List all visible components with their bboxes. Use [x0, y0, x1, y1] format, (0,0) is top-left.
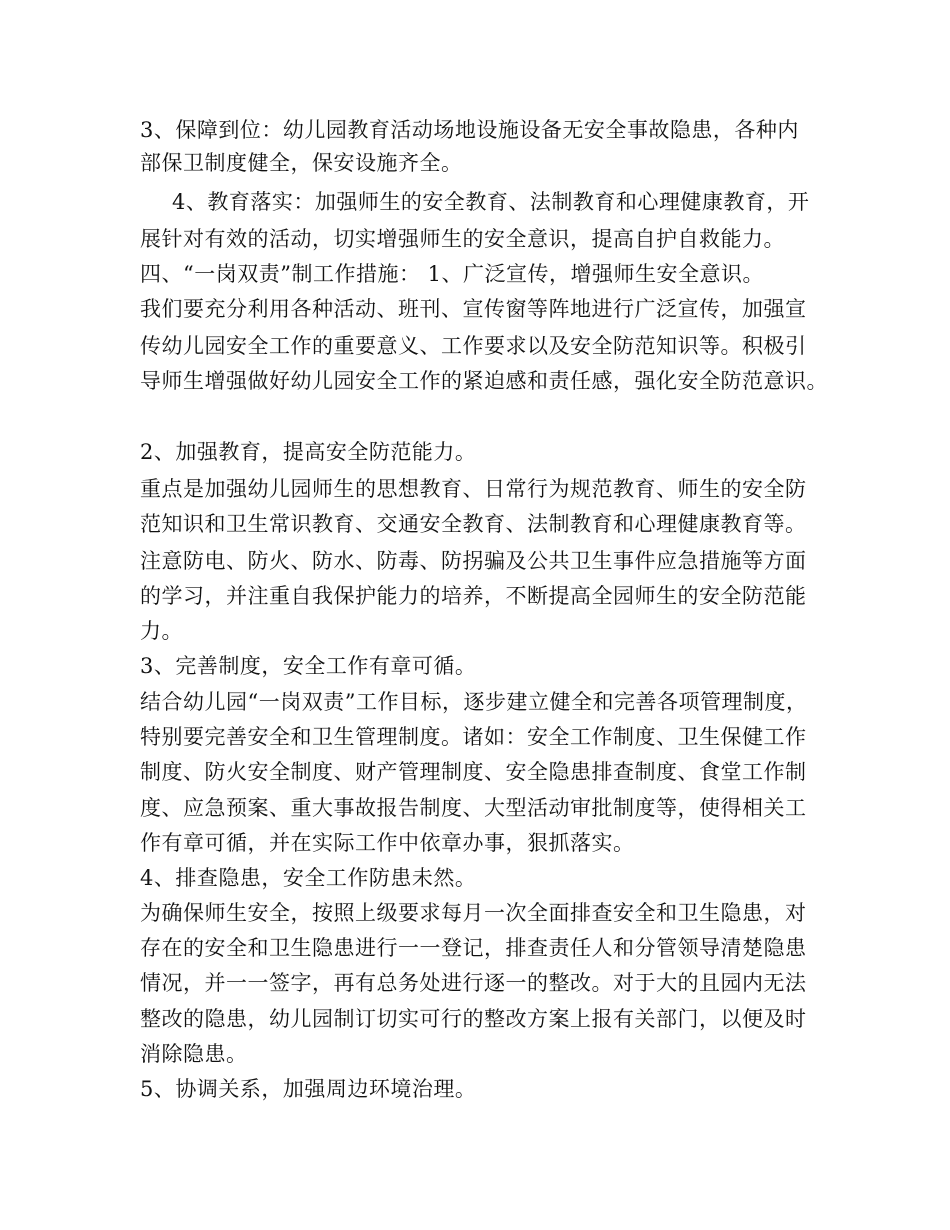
- text-line: 整改的隐患，幼儿园制订切实可行的整改方案上报有关部门，以便及时: [140, 1007, 807, 1031]
- text-line: 重点是加强幼儿园师生的思想教育、日常行为规范教育、师生的安全防: [140, 477, 807, 501]
- text-line: 消除隐患。: [140, 1042, 248, 1066]
- text-line: 的学习，并注重自我保护能力的培养，不断提高全园师生的安全防范能: [140, 584, 807, 608]
- text-line: 4、教育落实：加强师生的安全教育、法制教育和心理健康教育，开: [172, 190, 810, 214]
- text-line: 展针对有效的活动，切实增强师生的安全意识，提高自护自救能力。: [140, 227, 785, 251]
- text-line: 四、“一岗双责”制工作措施： 1、广泛宣传，增强师生安全意识。: [140, 262, 765, 286]
- text-line: 5、协调关系，加强周边环境治理。: [140, 1077, 477, 1101]
- text-line: 我们要充分利用各种活动、班刊、宣传窗等阵地进行广泛宣传，加强宣: [140, 297, 807, 321]
- text-line: 结合幼儿园“一岗双责”工作目标，逐步建立健全和完善各项管理制度，: [140, 690, 808, 714]
- text-line: 导师生增强做好幼儿园安全工作的紧迫感和责任感，强化安全防范意识。: [140, 369, 828, 393]
- text-line: 作有章可循，并在实际工作中依章办事，狠抓落实。: [140, 831, 635, 855]
- text-line: 为确保师生安全，按照上级要求每月一次全面排查安全和卫生隐患，对: [140, 901, 807, 925]
- text-line: 部保卫制度健全，保安设施齐全。: [140, 151, 463, 175]
- text-line: 传幼儿园安全工作的重要意义、工作要求以及安全防范知识等。积极引: [140, 334, 807, 358]
- text-line: 注意防电、防火、防水、防毒、防拐骗及公共卫生事件应急措施等方面: [140, 549, 807, 573]
- text-line: 情况，并一一签字，再有总务处进行逐一的整改。对于大的且园内无法: [140, 971, 807, 995]
- text-line: 特别要完善安全和卫生管理制度。诸如：安全工作制度、卫生保健工作: [140, 725, 807, 749]
- text-line: 3、完善制度，安全工作有章可循。: [140, 654, 477, 678]
- text-line: 力。: [140, 619, 183, 643]
- text-line: 4、排查隐患，安全工作防患未然。: [140, 866, 477, 890]
- text-line: 制度、防火安全制度、财产管理制度、安全隐患排查制度、食堂工作制: [140, 760, 807, 784]
- text-line: 范知识和卫生常识教育、交通安全教育、法制教育和心理健康教育等。: [140, 512, 807, 536]
- text-line: 存在的安全和卫生隐患进行一一登记，排查责任人和分管领导清楚隐患: [140, 936, 807, 960]
- text-line: 3、保障到位：幼儿园教育活动场地设施设备无安全事故隐患，各种内: [140, 118, 799, 142]
- text-line: 度、应急预案、重大事故报告制度、大型活动审批制度等，使得相关工: [140, 796, 807, 820]
- text-line: 2、加强教育，提高安全防范能力。: [140, 440, 477, 464]
